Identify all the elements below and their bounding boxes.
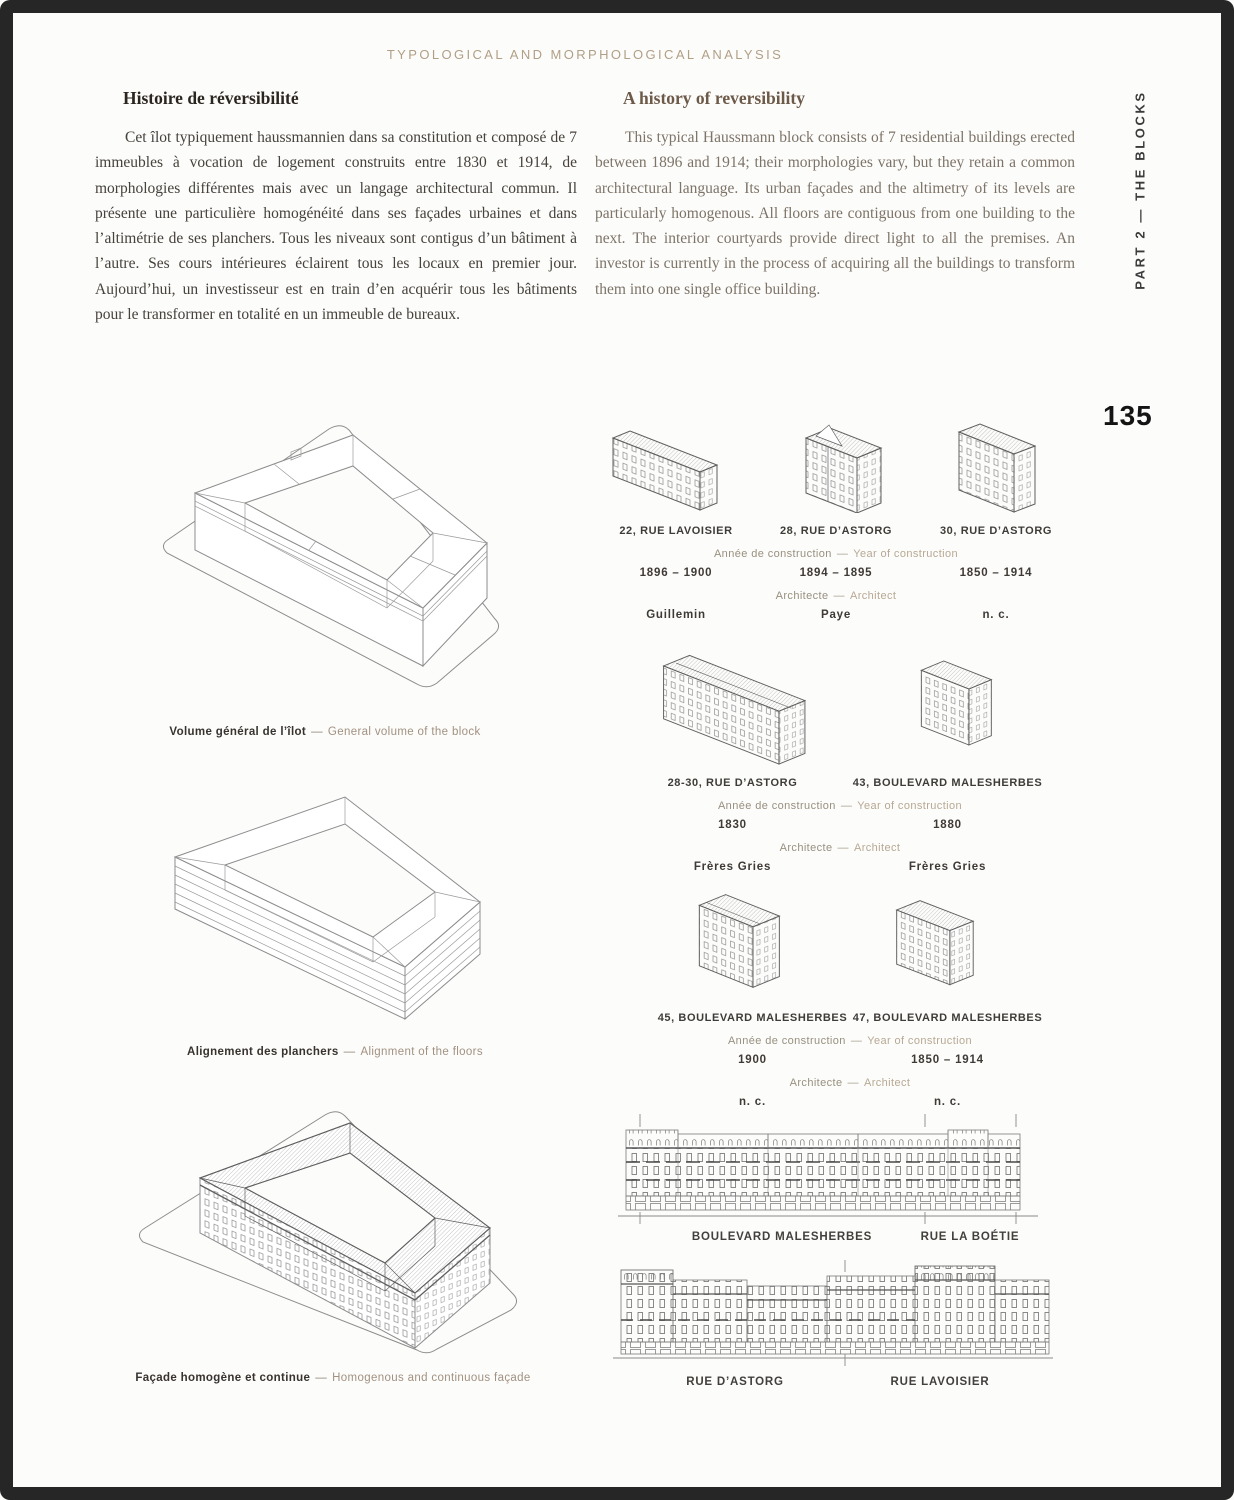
year-label-fr: Année de construction [727,1035,846,1047]
building-address: 47, BOULEVARD MALESHERBES [852,1012,1043,1024]
architects-row [625,861,1055,873]
architects-row [655,1096,1045,1108]
architect-label [625,842,1055,854]
figure-block-volume [95,398,555,698]
building-address: 43, BOULEVARD MALESHERBES [852,777,1043,789]
label-separator: — [833,590,845,602]
year-label-fr: Année de construction [717,800,836,812]
figure-floor-alignment [105,772,545,1032]
caption-facade-en: Homogenous and continuous façade [332,1372,531,1384]
intro-english [595,88,1075,302]
year-of-construction-label [596,548,1076,560]
building-group-2 [625,640,1055,873]
figure-building-30-astorg [929,398,1069,513]
building-address: 22, RUE LAVOISIER [619,525,733,537]
year-of-construction-label [625,800,1055,812]
caption-volume [105,726,545,738]
building-years: 1850 – 1914 [959,567,1033,579]
building-architect: n. c. [738,1096,766,1108]
label-separator: — [850,1035,863,1047]
year-label-en: Year of construction [867,1035,973,1047]
architect-label-en: Architect [863,1077,911,1089]
years-row [655,1054,1045,1066]
street-label: RUE LA BOÉTIE [920,1231,1020,1243]
building-architect: n. c. [982,609,1010,621]
building-years: 1850 – 1914 [911,1054,984,1066]
year-label-en: Year of construction [857,800,963,812]
architect-label-fr: Architecte [775,590,829,602]
architect-label-fr: Architecte [789,1077,843,1089]
caption-separator: — [315,1372,328,1384]
year-label-en: Year of construction [853,548,959,560]
architect-label-fr: Architecte [779,842,833,854]
intro-english-body: This typical Haussmann block consists of 7 residential buildings erected between 1896 and 1914; their morphologies vary, but they retain a common architectural language. Its urban façades and the altimetry of its levels are particularly homogenous. All floors are contiguous from one building to the next. The interior courtyards provide direct light to all the premises. An investor is currently in the process of acquiring all the buildings to transform them into one single office building. [595,129,1075,298]
caption-separator: — [311,726,323,738]
building-drawings-row [625,640,1055,765]
building-architect: Frères Gries [908,861,987,873]
intro-english-title: A history of reversibility [623,88,805,108]
caption-floors [115,1046,555,1058]
caption-facade [98,1372,568,1384]
figure-homogenous-facade [95,1088,565,1358]
building-drawings-row [596,398,1076,513]
label-separator: — [837,842,849,854]
architect-label [596,590,1076,602]
page-number: 135 [1103,400,1153,431]
building-years: 1896 – 1900 [639,567,713,579]
architects-row [596,609,1076,621]
caption-facade-fr: Façade homogène et continue [135,1372,311,1384]
building-address: 45, BOULEVARD MALESHERBES [657,1012,848,1024]
caption-volume-en: General volume of the block [327,726,481,738]
address-row [655,1012,1045,1024]
label-separator: — [840,800,853,812]
building-drawings-row [655,878,1045,1000]
intro-french [95,88,577,327]
year-label-fr: Année de construction [713,548,832,560]
building-years: 1830 [718,819,747,831]
building-architect: n. c. [933,1096,961,1108]
figure-building-22-lavoisier [603,398,753,513]
figure-building-28-30-astorg [648,640,858,765]
street-label: RUE D’ASTORG [686,1376,784,1388]
address-row [596,525,1076,537]
caption-floors-fr: Alignement des planchers [187,1046,339,1058]
figure-building-28-astorg [766,398,916,513]
building-address: 30, RUE D’ASTORG [939,525,1053,537]
figure-elevation-malesherbes-boetie [618,1112,1038,1224]
architect-label [655,1077,1045,1089]
building-group-3 [655,878,1045,1108]
architect-label-en: Architect [849,590,897,602]
address-row [625,777,1055,789]
intro-french-title: Histoire de réversibilité [123,88,299,108]
label-separator: — [847,1077,859,1089]
caption-floors-en: Alignment of the floors [360,1046,483,1058]
building-architect: Frères Gries [693,861,772,873]
building-years: 1880 [933,819,962,831]
building-years: 1894 – 1895 [799,567,873,579]
building-address: 28, RUE D’ASTORG [779,525,893,537]
building-years: 1900 [738,1054,767,1066]
year-of-construction-label [655,1035,1045,1047]
figure-building-45-malesherbes [683,878,823,1000]
part-sidebar-label: PART 2 — THE BLOCKS [1132,90,1148,290]
years-row [625,819,1055,831]
street-label: BOULEVARD MALESHERBES [691,1231,873,1243]
years-row [596,567,1076,579]
label-separator: — [836,548,849,560]
building-group-1 [596,398,1076,621]
figure-building-43-malesherbes [903,647,1033,759]
figure-elevation-astorg-lavoisier [613,1258,1053,1370]
architect-label-en: Architect [853,842,901,854]
running-header: TYPOLOGICAL AND MORPHOLOGICAL ANALYSIS [386,47,784,62]
figure-building-47-malesherbes [878,882,1018,994]
caption-volume-fr: Volume général de l’îlot [169,726,307,738]
building-architect: Paye [820,609,852,621]
building-architect: Guillemin [646,609,706,621]
caption-separator: — [343,1046,356,1058]
intro-french-body: Cet îlot typiquement haussmannien dans sa constitution et composé de 7 immeubles à vocation de logement construits entre 1830 et 1914, de morphologies différentes mais avec un langage architectural commun. Il présente une particulière homogénéité dans ses façades urbaines et dans l’altimétrie de ses planchers. Tous les niveaux sont contigus d’un bâtiment à l’autre. Ses cours intérieures éclairent tous les locaux en premier jour. Aujourd’hui, un investisseur est en train d’en acquérir tous les bâtiments pour le transformer en totalité en un immeuble de bureaux. [95,129,577,323]
street-label: RUE LAVOISIER [890,1376,990,1388]
building-address: 28-30, RUE D’ASTORG [667,777,798,789]
